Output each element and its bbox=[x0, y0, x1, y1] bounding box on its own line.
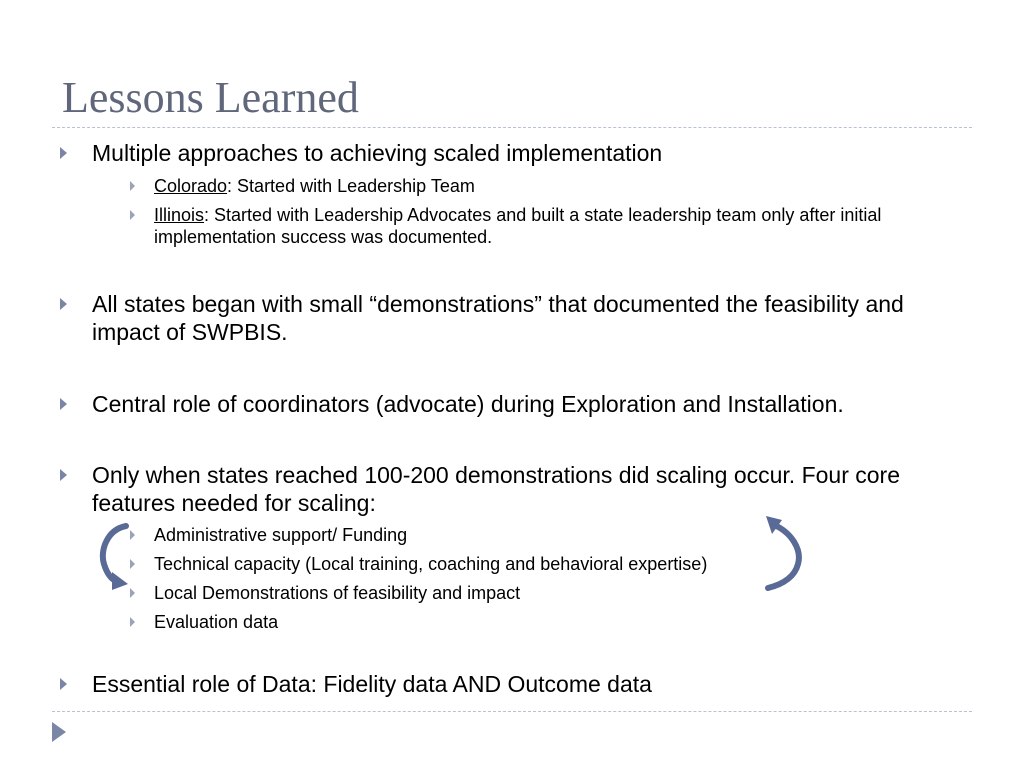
bullet-icon bbox=[60, 147, 67, 159]
bullet-coordinators: Central role of coordinators (advocate) during Exploration and Installation. bbox=[92, 391, 844, 417]
sub-item-colorado bbox=[154, 175, 954, 197]
sub-bullet-icon bbox=[130, 617, 135, 627]
core-feature-item: Local Demonstrations of feasibility and impact bbox=[154, 583, 521, 603]
curved-arrow-icon bbox=[762, 514, 804, 594]
bullet-icon bbox=[60, 298, 67, 310]
state-name-colorado: Colorado bbox=[154, 176, 228, 196]
core-feature-item: Technical capacity (Local training, coaching and behavioral expertise) bbox=[154, 554, 708, 574]
bullet-scaling: Only when states reached 100-200 demonstrations did scaling occur. Four core features needed for scaling: bbox=[92, 462, 900, 516]
sub-item-illinois bbox=[154, 204, 954, 248]
state-name-illinois: Illinois bbox=[154, 205, 205, 225]
bullet-icon bbox=[60, 398, 67, 410]
footer-divider bbox=[52, 711, 972, 712]
bullet-multiple-approaches: Multiple approaches to achieving scaled implementation bbox=[92, 140, 663, 166]
bullet-essential-data: Essential role of Data: Fidelity data AND Outcome data bbox=[92, 671, 652, 697]
slide-title: Lessons Learned bbox=[62, 73, 359, 122]
sub-item-illinois-text: : Started with Leadership Advocates and built a state leadership team only after initial implementation success was documented. bbox=[154, 205, 882, 247]
core-feature-item: Administrative support/ Funding bbox=[154, 525, 408, 545]
sub-bullet-icon bbox=[130, 210, 135, 220]
title-divider bbox=[52, 127, 972, 128]
bullet-icon bbox=[60, 678, 67, 690]
core-feature-item: Evaluation data bbox=[154, 612, 279, 632]
sub-item-colorado-text: : Started with Leadership Team bbox=[227, 176, 475, 196]
bullet-demonstrations: All states began with small “demonstrations” that documented the feasibility and impact of SWPBIS. bbox=[92, 291, 904, 345]
curved-arrow-icon bbox=[98, 522, 134, 590]
next-slide-arrow-icon[interactable] bbox=[52, 722, 66, 742]
sub-bullet-icon bbox=[130, 181, 135, 191]
bullet-icon bbox=[60, 469, 67, 481]
